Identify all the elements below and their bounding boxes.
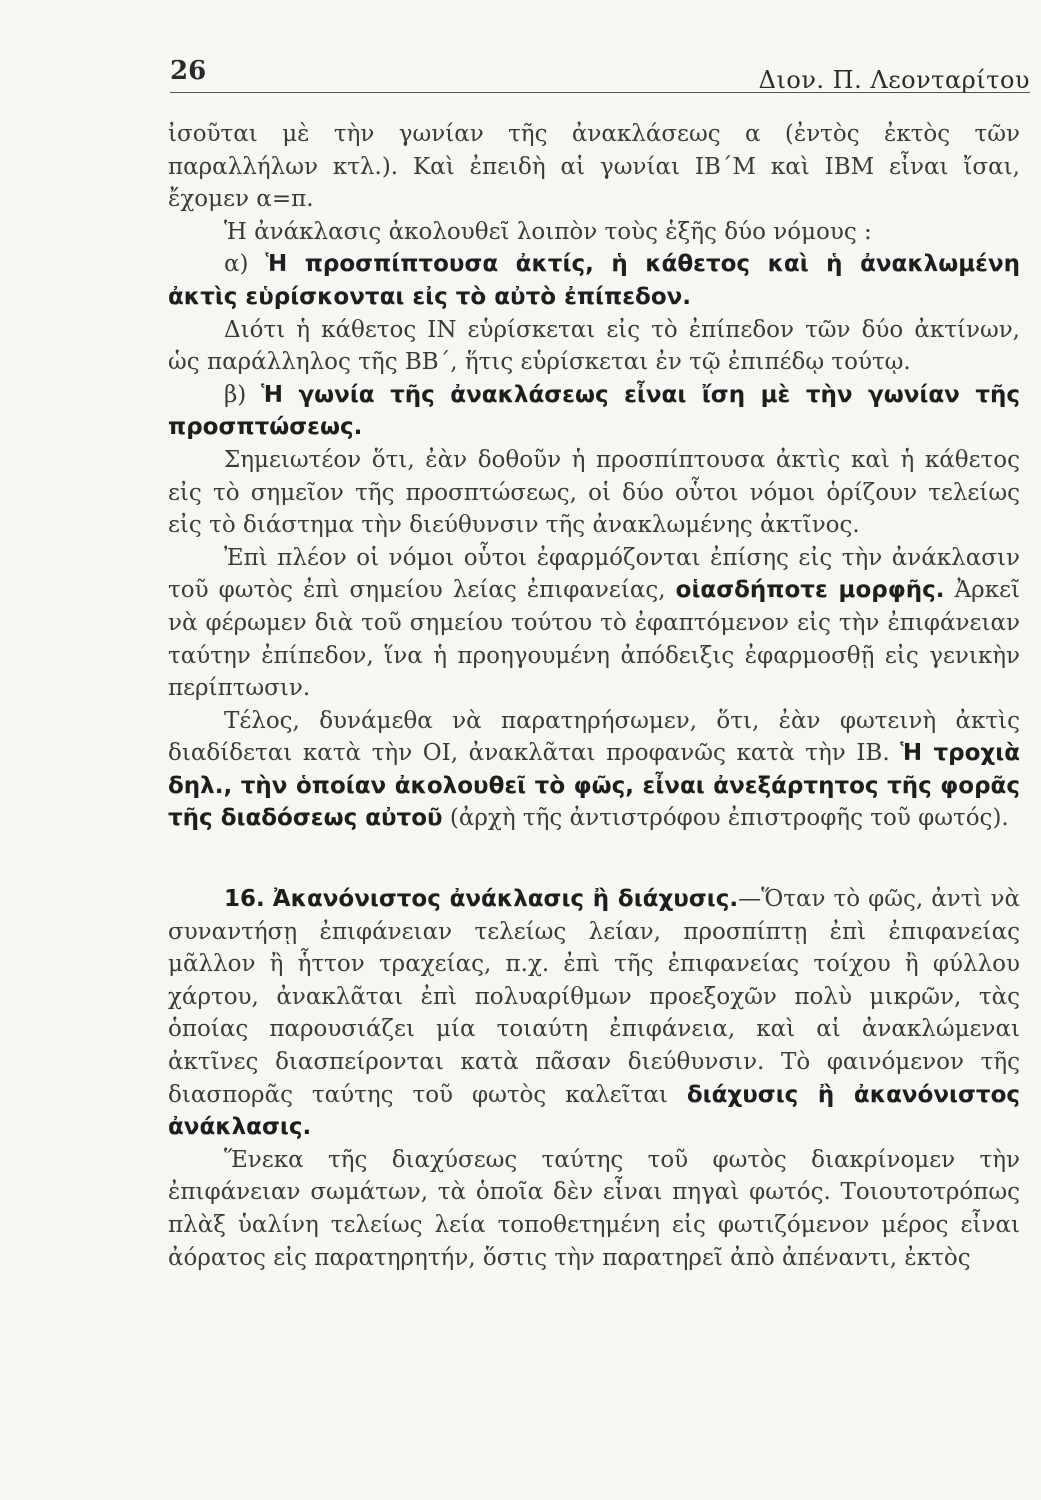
law-b-statement: Ἡ γωνία τῆς ἀνακλάσεως εἶναι ἴση μὲ τὴν γωνίαν τῆς προσπτώσεως. (168, 381, 1020, 441)
section-dash: — (738, 886, 762, 913)
paragraph-6 (168, 705, 1020, 835)
law-a-statement: Ἡ προσπίπτουσα ἀκτίς, ἡ κάθετος καὶ ἡ ἀνακλωμένη ἀκτὶς εὑρίσκονται εἰς τὸ αὐτὸ ἐπίπεδον. (168, 251, 1020, 310)
section-16 (168, 883, 1020, 1144)
law-b-prefix: β) (224, 381, 247, 408)
paragraph-5-text-a: Ἐπὶ πλέον οἱ νόμοι οὗτοι ἐφαρμόζονται ἐπίσης εἰς τὴν ἀνάκλασιν τοῦ φωτὸς ἐπὶ σημείου λείας ἐπιφανείας, (168, 544, 1020, 604)
paragraph-1: ἰσοῦται μὲ τὴν γωνίαν τῆς ἀνακλάσεως α (ἐντὸς ἐκτὸς τῶν παραλλήλων κτλ.). Καὶ ἐπειδὴ αἱ γωνίαι ΙΒ΄Μ καὶ ΙΒΜ εἶναι ἴσαι, ἔχομεν α=π. (168, 121, 1020, 213)
paragraph-6-text-b: (ἀρχὴ τῆς ἀντιστρόφου ἐπιστροφῆς τοῦ φωτός). (449, 805, 1009, 832)
paragraph-4: Σημειωτέον ὅτι, ἐὰν δοθοῦν ἡ προσπίπτουσα ἀκτὶς καὶ ἡ κάθετος εἰς τὸ σημεῖον τῆς προσπτώσεως, οἱ δύο οὗτοι νόμοι ὁρίζουν τελείως εἰς τὸ διάστημα τὴν διεύθυνσιν τῆς ἀνακλωμένης ἀκτῖνος. (168, 446, 1020, 539)
paragraph-5-emphasis: οἱασδήποτε μορφῆς. (675, 577, 945, 604)
paragraph-6-text-a: Τέλος, δυνάμεθα νὰ παρατηρήσωμεν, ὅτι, ἐὰν φωτεινὴ ἀκτὶς διαδίδεται κατὰ τὴν ΟΙ, ἀνακλᾶται προφανῶς κατὰ τὴν ΙΒ. (168, 707, 1020, 767)
paragraph-3: Διότι ἡ κάθετος ΙΝ εὑρίσκεται εἰς τὸ ἐπίπεδον τῶν δύο ἀκτίνων, ὡς παράλληλος τῆς ΒΒ΄, ἥτις εὑρίσκεται ἐν τῷ ἐπιπέδῳ τούτῳ. (168, 316, 1020, 376)
section-16-text: Ὅταν τὸ φῶς, ἀντὶ νὰ συναντήσῃ ἐπιφάνειαν τελείως λείαν, προσπίπτῃ ἐπὶ ἐπιφανείας μᾶλλον ἢ ἧττον τραχείας, π.χ. ἐπὶ τῆς ἐπιφανείας τοίχου ἢ φύλλου χάρτου, ἀνακλᾶται ἐπὶ πολυαρίθμων προεξοχῶν πολὺ μικρῶν, τὰς ὁποίας παρουσιάζει μία τοιαύτη ἐπιφάνεια, καὶ αἱ ἀνακλώμεναι ἀκτῖνες διασπείρονται κατὰ πᾶσαν διεύθυνσιν. Τὸ φαινόμενον τῆς διασπορᾶς ταύτης τοῦ φωτὸς καλεῖται (168, 886, 1021, 1108)
paragraph-6-emphasis: Ἡ τροχιὰ δηλ., τὴν ὁποίαν ἀκολουθεῖ τὸ φῶς, εἶναι ἀνεξάρτητος τῆς φορᾶς τῆς διαδόσεως αὐτοῦ (168, 740, 1020, 832)
running-author: Διον. Π. Λεονταρίτου (758, 66, 1030, 94)
law-a-prefix: α) (224, 251, 249, 278)
section-number: 16. (224, 886, 265, 913)
law-b (168, 379, 1020, 444)
paragraph-7: Ἕνεκα τῆς διαχύσεως ταύτης τοῦ φωτὸς διακρίνομεν τὴν ἐπιφάνειαν σωμάτων, τὰ ὁποῖα δὲν εἶναι πηγαὶ φωτός. Τοιουτοτρόπως πλὰξ ὑαλίνη τελείως λεία τοποθετημένη εἰς φωτιζόμενον μέρος εἶναι ἀόρατος εἰς παρατηρητήν, ὅστις τὴν παρατηρεῖ ἀπὸ ἀπέναντι, ἐκτὸς (168, 1146, 1020, 1271)
running-header (170, 52, 1030, 93)
law-a (168, 248, 1020, 313)
page-body (168, 118, 1020, 1274)
paragraph-2: Ἡ ἀνάκλασις ἀκολουθεῖ λοιπὸν τοὺς ἑξῆς δύο νόμους : (224, 218, 872, 245)
paragraph-5-text-b: Ἀρκεῖ νὰ φέρωμεν διὰ τοῦ σημείου τούτου τὸ ἐφαπτόμενον εἰς τὴν ἐπιφάνειαν ταύτην ἐπίπεδον, ἵνα ἡ προηγουμένη ἀπόδειξις ἐφαρμοσθῇ εἰς γενικὴν περίπτωσιν. (168, 577, 1021, 702)
section-title: Ἀκανόνιστος ἀνάκλασις ἢ διάχυσις. (272, 886, 739, 913)
section-16-emphasis: διάχυσις ἢ ἀκανόνιστος ἀνάκλασις. (168, 1081, 1020, 1141)
section-gap (168, 835, 1020, 883)
page-number: 26 (170, 56, 207, 86)
paragraph-5 (168, 542, 1020, 705)
